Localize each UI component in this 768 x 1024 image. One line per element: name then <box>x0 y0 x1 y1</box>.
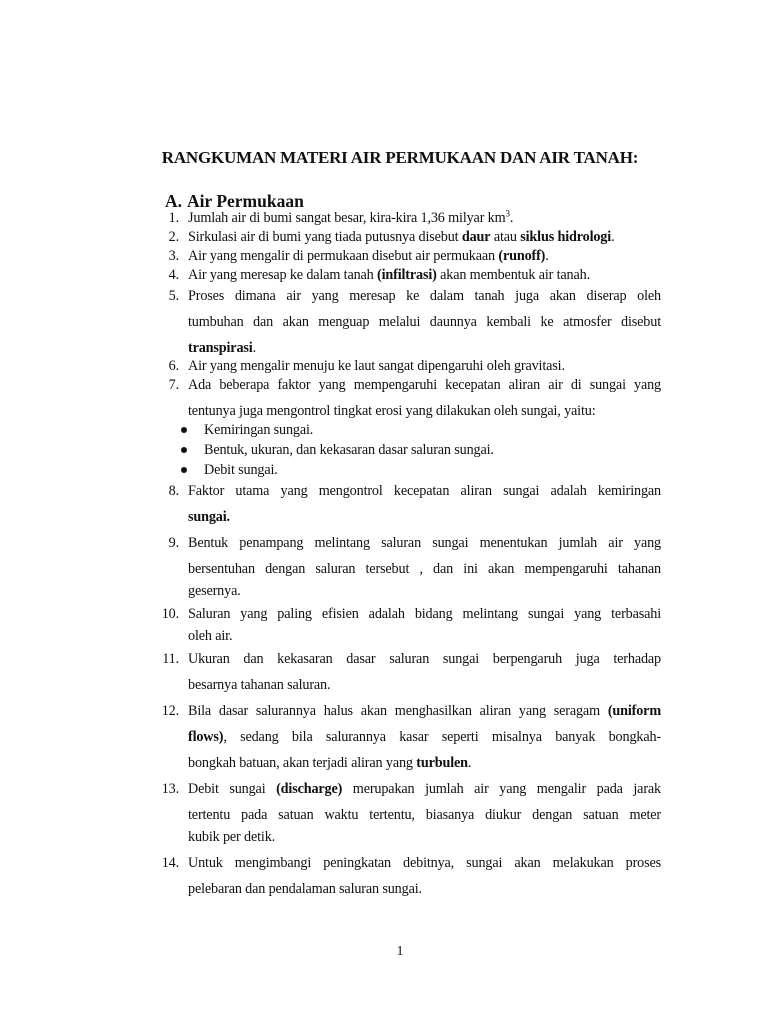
list-item <box>152 228 661 247</box>
superscript: 3 <box>505 208 510 219</box>
item-text: kubik per detik. <box>188 829 276 845</box>
item-text: . <box>611 229 615 245</box>
item-text: merupakan jumlah air yang mengalir pada jarak <box>342 781 661 797</box>
list-item <box>152 283 661 361</box>
list-item <box>152 478 661 530</box>
item-text: . <box>252 340 256 356</box>
item-text: Debit sungai <box>188 781 277 797</box>
item-text: Bila dasar salurannya halus akan menghasilkan aliran yang seragam <box>188 703 608 719</box>
item-number: 6. <box>168 358 179 374</box>
item-text: Faktor utama yang mengontrol kecepatan aliran sungai adalah kemiringan <box>188 483 661 499</box>
item-text: Air yang meresap ke dalam tanah <box>188 267 378 283</box>
list-item <box>152 850 661 902</box>
item-text: Jumlah air di bumi sangat besar, kira-kira 1,36 milyar km <box>188 210 506 226</box>
item-number: 13. <box>161 781 179 797</box>
item-text: Sirkulasi air di bumi yang tiada putusnya disebut <box>188 229 462 245</box>
item-text: Air yang mengalir di permukaan disebut air permukaan <box>188 248 499 264</box>
section-letter: A. <box>165 191 183 211</box>
item-number: 11. <box>162 651 179 667</box>
bold-term: flows) <box>188 729 224 745</box>
item-number: 12. <box>161 703 179 719</box>
item-number: 10. <box>161 606 179 622</box>
item-text-line <box>188 724 661 750</box>
item-text: bersentuhan dengan saluran tersebut , dan ini akan mempengaruhi tahanan <box>188 561 661 577</box>
item-text: . <box>509 210 514 226</box>
item-text: Ada beberapa faktor yang mempengaruhi kecepatan aliran air di sungai yang <box>188 377 661 393</box>
list-item <box>152 601 661 646</box>
numbered-list <box>152 209 661 902</box>
item-number: 2. <box>168 229 179 245</box>
bold-term: siklus hidrologi <box>520 229 612 245</box>
document-title: RANGKUMAN MATERI AIR PERMUKAAN DAN AIR TANAH: <box>161 148 639 167</box>
bold-term: (infiltrasi) <box>377 267 437 283</box>
item-number: 5. <box>168 288 179 304</box>
item-text: . <box>467 755 472 771</box>
bold-term: daur <box>461 229 491 245</box>
bullet-item: Kemiringan sungai. <box>180 420 661 440</box>
item-text: tentunya juga mengontrol tingkat erosi yang dilakukan oleh sungai, yaitu: <box>188 403 596 419</box>
bold-term: (discharge) <box>276 781 343 797</box>
item-text: tertentu pada satuan waktu tertentu, biasanya diukur dengan satuan meter <box>188 807 661 823</box>
item-number: 4. <box>168 267 179 283</box>
list-item <box>152 372 661 424</box>
item-text: Air yang mengalir menuju ke laut sangat dipengaruhi oleh gravitasi. <box>188 358 565 374</box>
item-number: 7. <box>168 377 179 393</box>
item-text: , sedang bila salurannya kasar seperti misalnya banyak bongkah- <box>223 729 661 745</box>
item-text: tumbuhan dan akan menguap melalui daunnya kembali ke atmosfer disebut <box>188 314 661 330</box>
bold-term: (runoff) <box>498 248 546 264</box>
section-title: Air Permukaan <box>187 191 304 211</box>
bold-term: sungai. <box>188 509 230 525</box>
item-text: Ukuran dan kekasaran dasar saluran sungai berpengaruh juga terhadap <box>188 651 661 667</box>
list-item <box>152 209 661 228</box>
bullet-item: Debit sungai. <box>180 460 661 480</box>
item-text: gesernya. <box>188 583 241 599</box>
bullet-list <box>152 420 661 480</box>
bullet-item: Bentuk, ukuran, dan kekasaran dasar saluran sungai. <box>180 440 661 460</box>
list-item <box>152 698 661 776</box>
item-number: 9. <box>168 535 179 551</box>
item-text: . <box>545 248 549 264</box>
item-text: oleh air. <box>188 628 233 644</box>
item-text: bongkah batuan, akan terjadi aliran yang <box>188 755 417 771</box>
list-item <box>152 247 661 266</box>
item-text-line <box>188 776 661 802</box>
bold-term: transpirasi <box>188 340 253 356</box>
item-text: akan membentuk air tanah. <box>436 267 590 283</box>
item-text-line <box>188 750 661 776</box>
list-item <box>152 530 661 601</box>
item-text: Untuk mengimbangi peningkatan debitnya, sungai akan melakukan proses <box>188 855 661 871</box>
item-text: atau <box>490 229 521 245</box>
item-text: Bentuk penampang melintang saluran sungai menentukan jumlah air yang <box>188 535 661 551</box>
item-text: Saluran yang paling efisien adalah bidang melintang sungai yang terbasahi <box>188 606 661 622</box>
bold-term: turbulen <box>416 755 468 771</box>
list-item <box>152 776 661 847</box>
item-text: pelebaran dan pendalaman saluran sungai. <box>188 881 422 897</box>
bold-term: (uniform <box>607 703 661 719</box>
item-number: 3. <box>168 248 179 264</box>
page-number: 1 <box>396 944 404 959</box>
list-item <box>152 646 661 698</box>
item-text-line <box>188 698 661 724</box>
item-text: besarnya tahanan saluran. <box>188 677 331 693</box>
item-number: 1. <box>168 210 179 226</box>
item-text: Proses dimana air yang meresap ke dalam tanah juga akan diserap oleh <box>188 288 661 304</box>
item-number: 8. <box>168 483 179 499</box>
item-number: 14. <box>161 855 179 871</box>
